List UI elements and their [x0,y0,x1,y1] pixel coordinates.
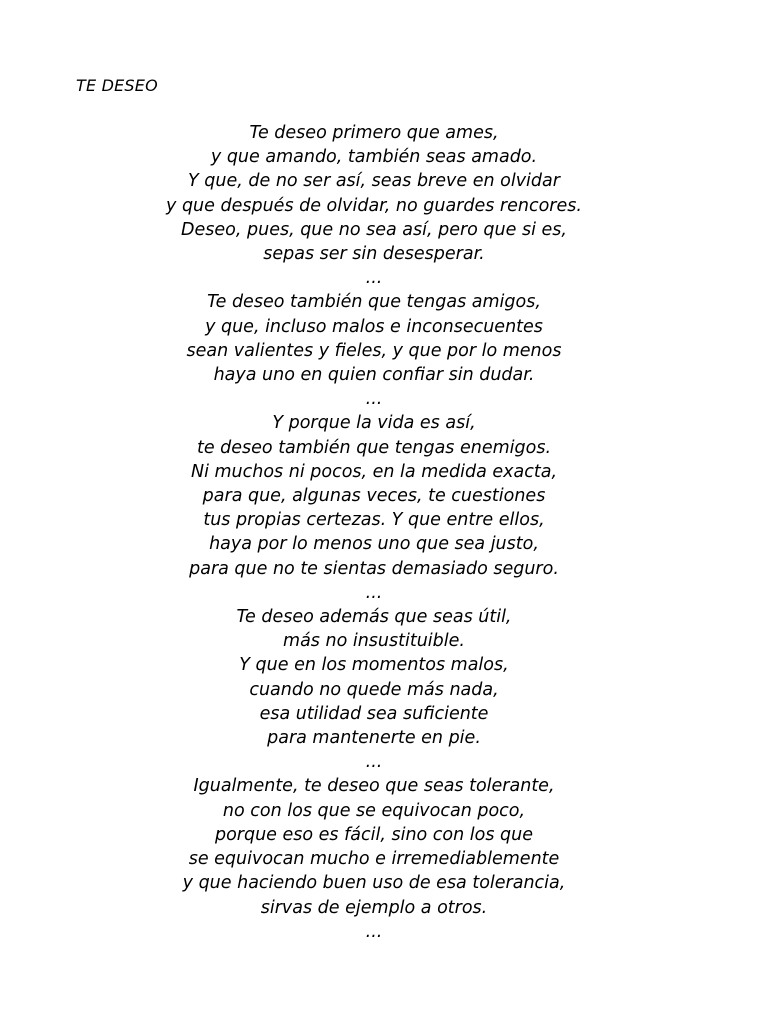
stanza-separator: ... [365,582,383,603]
poem-line: y que después de olvidar, no guardes rencores. [166,195,582,216]
poem-line: para que, algunas veces, te cuestiones [202,486,546,507]
poem-line: haya uno en quien confiar sin dudar. [213,365,535,386]
poem-line: y que amando, también seas amado. [210,147,538,168]
poem-line: sirvas de ejemplo a otros. [260,897,488,918]
poem-line: no con los que se equivocan poco, [222,800,526,821]
poem-line: sepas ser sin desesperar. [263,244,485,265]
poem-line: tus propias certezas. Y que entre ellos, [203,510,545,531]
poem-line: porque eso es fácil, sino con los que [214,824,534,845]
stanza-separator: ... [365,921,383,942]
poem-line: Y que en los momentos malos, [239,655,509,676]
stanza-separator: ... [365,389,383,410]
poem-line: Deseo, pues, que no sea así, pero que si es, [181,219,567,240]
poem-line: Te deseo además que seas útil, [236,607,512,628]
poem-line: Te deseo primero que ames, [249,123,499,143]
poem-line: Y porque la vida es así, [272,413,476,434]
poem-line: y que haciendo buen uso de esa tolerancia, [182,873,566,894]
poem-line: te deseo también que tengas enemigos. [196,437,552,458]
poem-line: se equivocan mucho e irremediablemente [188,849,560,870]
poem-line: esa utilidad sea suficiente [259,703,489,724]
poem-line: más no insustituible. [283,631,465,652]
poem-line: Y que, de no ser así, seas breve en olvidar [188,171,560,192]
poem-line: haya por lo menos uno que sea justo, [209,534,539,555]
stanza-separator: ... [365,268,383,289]
poem-line: Te deseo también que tengas amigos, [207,292,541,313]
stanza-separator: ... [365,752,383,773]
poem-body [0,121,768,944]
poem-line: para mantenerte en pie. [267,728,481,749]
poem-line: y que, incluso malos e inconsecuentes [205,316,543,337]
poem-line: sean valientes y fieles, y que por lo menos [186,340,562,361]
poem-line: Ni muchos ni pocos, en la medida exacta, [190,461,558,482]
poem-line: Igualmente, te deseo que seas tolerante, [193,776,555,797]
poem-line: para que no te sientas demasiado seguro. [189,558,559,579]
document-title: TE DESEO [76,76,158,95]
poem-line: cuando no quede más nada, [249,679,499,700]
